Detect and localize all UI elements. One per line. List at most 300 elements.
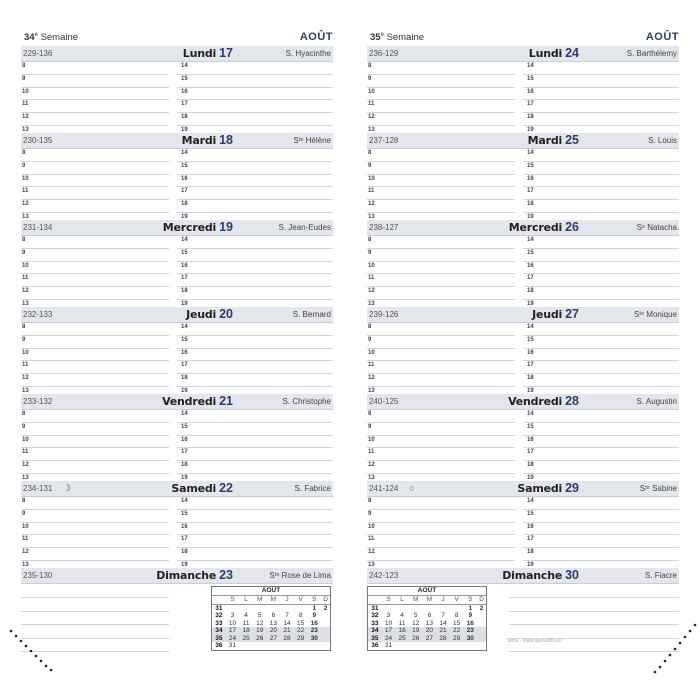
- calendar-date: 14: [439, 619, 447, 627]
- day-header: [367, 220, 679, 236]
- hour-line[interactable]: [21, 410, 169, 423]
- calendar-weekday: S: [382, 596, 396, 604]
- note-line[interactable]: [509, 598, 679, 612]
- hour-line[interactable]: [177, 374, 333, 387]
- hour-line[interactable]: [523, 274, 679, 287]
- day-number: 18: [219, 133, 233, 147]
- day-number: 26: [565, 220, 579, 234]
- hour-line[interactable]: [177, 361, 333, 374]
- calendar-weekday: M: [253, 596, 267, 604]
- hour-line[interactable]: [21, 175, 169, 188]
- hour-line[interactable]: [523, 535, 679, 548]
- hour-line[interactable]: [523, 461, 679, 474]
- calendar-date: 16: [466, 619, 474, 627]
- hour-label: 12: [22, 462, 29, 469]
- calendar-date: 26: [409, 635, 423, 643]
- day-block: [367, 220, 679, 307]
- note-line[interactable]: [509, 584, 679, 598]
- calendar-weekday: S: [463, 596, 477, 604]
- hour-line[interactable]: [367, 175, 515, 188]
- hour-line[interactable]: [21, 75, 169, 88]
- hour-line[interactable]: [177, 349, 333, 362]
- hour-label: 12: [22, 288, 29, 295]
- hour-label: 18: [181, 549, 188, 556]
- hour-line[interactable]: [367, 274, 515, 287]
- hour-line[interactable]: [21, 448, 169, 461]
- saint-name: S. Augustin: [636, 397, 677, 406]
- hour-line[interactable]: [367, 236, 515, 249]
- afternoon-hours: [523, 497, 679, 574]
- hour-label: 14: [527, 411, 534, 417]
- hour-line[interactable]: [21, 149, 169, 162]
- hour-line[interactable]: [523, 149, 679, 162]
- calendar-date: 27: [267, 635, 281, 643]
- hour-line[interactable]: [523, 162, 679, 175]
- calendar-date: 22: [450, 627, 464, 635]
- calendar-date: [321, 642, 330, 650]
- hour-line[interactable]: [523, 262, 679, 275]
- publisher-footer: Sima - www.quovadis.eu: [507, 638, 562, 644]
- hour-label: 14: [527, 150, 534, 156]
- calendar-date: 14: [283, 619, 291, 627]
- day-code: 233-132: [23, 397, 53, 406]
- hour-line[interactable]: [523, 62, 679, 75]
- hour-line[interactable]: [21, 497, 169, 510]
- hour-line[interactable]: [367, 349, 515, 362]
- calendar-date: 30: [307, 635, 321, 643]
- calendar-date: [395, 642, 409, 650]
- calendar-weekday: M: [409, 596, 423, 604]
- hour-label: 12: [368, 549, 375, 556]
- afternoon-hours: [523, 323, 679, 400]
- hour-line[interactable]: [177, 336, 333, 349]
- calendar-weekday: D: [321, 596, 330, 604]
- morning-hours: [367, 149, 515, 226]
- hour-line[interactable]: [367, 461, 515, 474]
- hour-line[interactable]: [367, 287, 515, 300]
- right-page: [367, 30, 679, 670]
- hour-line[interactable]: [523, 374, 679, 387]
- hour-line[interactable]: [21, 374, 169, 387]
- calendar-date: [423, 642, 437, 650]
- calendar-date: [395, 604, 409, 612]
- hour-line[interactable]: [177, 548, 333, 561]
- hour-line[interactable]: [21, 249, 169, 262]
- day-block: [367, 133, 679, 220]
- hour-label: 14: [527, 63, 534, 69]
- hour-line[interactable]: [367, 336, 515, 349]
- day-number: 21: [219, 394, 233, 408]
- hour-label: 13: [22, 561, 29, 568]
- day-header: [367, 394, 679, 410]
- hour-line[interactable]: [177, 249, 333, 262]
- hour-label: 19: [527, 300, 534, 307]
- binding-stitch-left: [8, 628, 58, 672]
- hour-line[interactable]: [177, 100, 333, 113]
- calendar-date: 25: [239, 635, 253, 643]
- hour-line[interactable]: [523, 336, 679, 349]
- day-title: [367, 394, 579, 408]
- calendar-date: [382, 604, 396, 612]
- hour-line[interactable]: [367, 448, 515, 461]
- hour-line[interactable]: [523, 361, 679, 374]
- calendar-weekday: J: [280, 596, 294, 604]
- hour-line[interactable]: [21, 100, 169, 113]
- hour-label: 10: [368, 262, 375, 269]
- hour-line[interactable]: [367, 510, 515, 523]
- calendar-weekday: S: [226, 596, 240, 604]
- hour-line[interactable]: [177, 62, 333, 75]
- hour-line[interactable]: [367, 62, 515, 75]
- hour-line[interactable]: [523, 175, 679, 188]
- calendar-date: 21: [280, 627, 294, 635]
- hour-line[interactable]: [367, 497, 515, 510]
- hour-line[interactable]: [21, 274, 169, 287]
- hour-line[interactable]: [177, 510, 333, 523]
- hour-line[interactable]: [21, 236, 169, 249]
- hour-line[interactable]: [523, 448, 679, 461]
- hour-line[interactable]: [367, 162, 515, 175]
- calendar-date: 8: [454, 612, 459, 619]
- calendar-date: 21: [436, 627, 450, 635]
- day-number: 27: [565, 307, 579, 321]
- day-title: [367, 133, 579, 147]
- calendar-weekday: [368, 596, 382, 604]
- hour-line[interactable]: [523, 236, 679, 249]
- hour-line[interactable]: [21, 200, 169, 213]
- morning-hours: [21, 149, 169, 226]
- hour-label: 11: [22, 536, 29, 543]
- calendar-date: [294, 642, 308, 650]
- hour-line[interactable]: [367, 262, 515, 275]
- hour-line[interactable]: [177, 162, 333, 175]
- day-name: Mercredi: [162, 221, 217, 234]
- calendar-date: [423, 604, 437, 612]
- hour-line[interactable]: [367, 361, 515, 374]
- day-title: [367, 481, 579, 495]
- hour-label: 12: [368, 375, 375, 382]
- day-code: 241-124: [369, 484, 399, 493]
- hour-line[interactable]: [21, 262, 169, 275]
- hour-label: 19: [527, 213, 534, 220]
- hour-label: 14: [181, 498, 188, 504]
- hour-label: 11: [368, 275, 375, 282]
- hour-line[interactable]: [177, 274, 333, 287]
- hour-line[interactable]: [367, 423, 515, 436]
- day-code: 239-126: [369, 310, 399, 319]
- hour-line[interactable]: [367, 436, 515, 449]
- hour-label: 13: [368, 387, 375, 394]
- day-title: [367, 307, 579, 321]
- calendar-date: 24: [382, 635, 396, 643]
- hour-line[interactable]: [177, 423, 333, 436]
- saint-name: Sᵗᵉ Sabine: [639, 484, 677, 493]
- hour-line[interactable]: [367, 323, 515, 336]
- binding-stitch-right: [652, 622, 698, 674]
- calendar-date: 28: [280, 635, 294, 643]
- day-name: Dimanche: [156, 569, 217, 582]
- hour-label: 19: [527, 387, 534, 394]
- hour-line[interactable]: [21, 510, 169, 523]
- hour-line[interactable]: [21, 436, 169, 449]
- calendar-week-number: 35: [212, 635, 226, 643]
- calendar-date: 6: [271, 612, 276, 619]
- calendar-date: 18: [395, 627, 409, 635]
- day-number: 30: [565, 568, 579, 582]
- hour-label: 19: [181, 213, 188, 220]
- afternoon-hours: [177, 323, 333, 400]
- hour-line[interactable]: [21, 523, 169, 536]
- calendar-date: 30: [463, 635, 477, 643]
- day-title: [21, 568, 233, 582]
- week-label: [24, 32, 78, 43]
- saint-name: S. Jean-Eudes: [278, 223, 331, 232]
- hour-line[interactable]: [523, 323, 679, 336]
- hour-line[interactable]: [21, 113, 169, 126]
- hour-line[interactable]: [367, 113, 515, 126]
- hour-line[interactable]: [367, 249, 515, 262]
- day-number: 25: [565, 133, 579, 147]
- saint-name: Sᵉ Natacha: [636, 223, 677, 232]
- hour-label: 19: [527, 561, 534, 568]
- hour-line[interactable]: [523, 423, 679, 436]
- calendar-weekday: V: [294, 596, 308, 604]
- hour-label: 12: [22, 201, 29, 208]
- morning-hours: [367, 497, 515, 574]
- hour-line[interactable]: [21, 88, 169, 101]
- hour-line[interactable]: [367, 523, 515, 536]
- day-number: 20: [219, 307, 233, 321]
- hour-line[interactable]: [21, 323, 169, 336]
- hour-label: 16: [527, 175, 534, 182]
- hour-label: 12: [368, 201, 375, 208]
- hour-line[interactable]: [177, 200, 333, 213]
- hour-label: 11: [368, 449, 375, 456]
- week-suffix: e: [34, 32, 38, 38]
- day-code: 236-129: [369, 49, 399, 58]
- note-line[interactable]: [21, 584, 169, 598]
- day-code: 237-128: [369, 136, 399, 145]
- hour-label: 10: [368, 523, 375, 530]
- hour-label: 10: [22, 262, 29, 269]
- hour-line[interactable]: [21, 535, 169, 548]
- hour-line[interactable]: [523, 249, 679, 262]
- hour-label: 14: [527, 324, 534, 330]
- hour-line[interactable]: [21, 461, 169, 474]
- hour-label: 10: [22, 523, 29, 530]
- week-label: [370, 32, 424, 43]
- hour-line[interactable]: [177, 88, 333, 101]
- hour-line[interactable]: [177, 175, 333, 188]
- calendar-date: 29: [450, 635, 464, 643]
- hour-line[interactable]: [177, 461, 333, 474]
- hour-label: 13: [368, 126, 375, 133]
- hour-label: 12: [22, 114, 29, 121]
- hour-line[interactable]: [21, 361, 169, 374]
- calendar-date: 7: [285, 612, 289, 619]
- hour-line[interactable]: [523, 75, 679, 88]
- hour-line[interactable]: [21, 187, 169, 200]
- day-block: [21, 307, 333, 394]
- hour-line[interactable]: [523, 436, 679, 449]
- week-number: 34: [24, 32, 35, 44]
- afternoon-hours: [177, 149, 333, 226]
- hour-label: 13: [368, 474, 375, 481]
- hour-line[interactable]: [177, 523, 333, 536]
- hour-label: 19: [181, 126, 188, 133]
- hour-line[interactable]: [367, 100, 515, 113]
- day-name: Vendredi: [162, 395, 217, 408]
- hour-line[interactable]: [177, 262, 333, 275]
- hour-label: 9: [22, 249, 26, 256]
- hour-label: 16: [527, 349, 534, 356]
- hour-label: 17: [181, 536, 188, 543]
- hour-line[interactable]: [177, 236, 333, 249]
- hour-line[interactable]: [523, 548, 679, 561]
- hour-line[interactable]: [367, 75, 515, 88]
- hour-label: 15: [527, 75, 534, 82]
- hour-label: 17: [527, 101, 534, 108]
- hour-line[interactable]: [177, 410, 333, 423]
- hour-label: 19: [181, 561, 188, 568]
- hour-line[interactable]: [177, 75, 333, 88]
- afternoon-hours: [523, 62, 679, 139]
- hour-line[interactable]: [367, 374, 515, 387]
- hour-line[interactable]: [21, 62, 169, 75]
- day-title: [367, 46, 579, 60]
- hour-line[interactable]: [177, 287, 333, 300]
- hour-line[interactable]: [523, 200, 679, 213]
- hour-line[interactable]: [523, 287, 679, 300]
- calendar-weekday: M: [423, 596, 437, 604]
- note-line[interactable]: [21, 598, 169, 612]
- calendar-date: [294, 604, 308, 612]
- calendar-date: 22: [294, 627, 308, 635]
- week-number: 35: [370, 32, 381, 44]
- day-name: Samedi: [517, 482, 563, 495]
- calendar-date: 3: [230, 612, 235, 619]
- hour-line[interactable]: [177, 323, 333, 336]
- hour-label: 16: [181, 436, 188, 443]
- calendar-date: [477, 627, 486, 635]
- hour-label: 13: [22, 387, 29, 394]
- hour-label: 15: [527, 162, 534, 169]
- afternoon-hours: [177, 236, 333, 313]
- calendar-date: 15: [297, 619, 305, 627]
- week-suffix: e: [380, 32, 384, 38]
- mini-calendar: [211, 586, 331, 651]
- day-title: [367, 568, 579, 582]
- hour-line[interactable]: [21, 336, 169, 349]
- hour-line[interactable]: [367, 535, 515, 548]
- hour-label: 18: [527, 462, 534, 469]
- hour-line[interactable]: [21, 548, 169, 561]
- calendar-date: 20: [267, 627, 281, 635]
- day-header: [21, 133, 333, 149]
- hour-label: 15: [181, 336, 188, 343]
- hour-line[interactable]: [367, 548, 515, 561]
- hour-line[interactable]: [21, 287, 169, 300]
- calendar-date: [321, 627, 330, 635]
- day-header: [21, 394, 333, 410]
- hour-line[interactable]: [367, 88, 515, 101]
- day-title: [367, 220, 579, 234]
- hour-label: 17: [181, 449, 188, 456]
- hour-line[interactable]: [177, 113, 333, 126]
- morning-hours: [367, 62, 515, 139]
- afternoon-hours: [177, 62, 333, 139]
- hour-label: 8: [22, 411, 26, 417]
- calendar-date: 17: [382, 627, 396, 635]
- calendar-date: [321, 612, 330, 620]
- week-word: Semaine: [40, 32, 79, 44]
- day-name: Samedi: [171, 482, 217, 495]
- hour-line[interactable]: [523, 497, 679, 510]
- hour-line[interactable]: [523, 100, 679, 113]
- calendar-week-number: 36: [215, 642, 223, 649]
- hour-line[interactable]: [177, 436, 333, 449]
- hour-label: 13: [22, 213, 29, 220]
- hour-line[interactable]: [523, 113, 679, 126]
- hour-line[interactable]: [177, 497, 333, 510]
- hour-label: 17: [527, 362, 534, 369]
- hour-line[interactable]: [523, 523, 679, 536]
- calendar-title: AOÛT: [212, 587, 330, 596]
- hour-line[interactable]: [21, 423, 169, 436]
- hour-line[interactable]: [177, 187, 333, 200]
- hour-line[interactable]: [523, 88, 679, 101]
- hour-line[interactable]: [367, 200, 515, 213]
- mini-calendar: [367, 586, 487, 651]
- day-header: [367, 568, 679, 584]
- saint-name: S. Bernard: [292, 310, 331, 319]
- hour-line[interactable]: [21, 162, 169, 175]
- hour-line[interactable]: [523, 410, 679, 423]
- hour-line[interactable]: [523, 187, 679, 200]
- hour-line[interactable]: [21, 349, 169, 362]
- hour-label: 12: [22, 375, 29, 382]
- hour-line[interactable]: [177, 535, 333, 548]
- hour-label: 9: [22, 423, 26, 430]
- hour-line[interactable]: [523, 510, 679, 523]
- calendar-date: [307, 642, 321, 650]
- hour-line[interactable]: [177, 149, 333, 162]
- hour-label: 18: [527, 114, 534, 121]
- calendar-date: [477, 635, 486, 643]
- hour-label: 11: [368, 188, 375, 195]
- hour-line[interactable]: [177, 448, 333, 461]
- calendar-date: 4: [400, 612, 404, 619]
- hour-line[interactable]: [367, 187, 515, 200]
- day-block: [21, 481, 333, 568]
- note-line[interactable]: [21, 611, 169, 625]
- hour-line[interactable]: [523, 349, 679, 362]
- hour-label: 16: [527, 436, 534, 443]
- hour-label: 10: [368, 349, 375, 356]
- hour-label: 17: [181, 188, 188, 195]
- hour-label: 18: [181, 288, 188, 295]
- hour-label: 17: [527, 449, 534, 456]
- hour-label: 14: [181, 411, 188, 417]
- hour-line[interactable]: [367, 410, 515, 423]
- hour-label: 19: [181, 300, 188, 307]
- calendar-title: AOÛT: [368, 587, 486, 596]
- hour-label: 15: [181, 162, 188, 169]
- hour-line[interactable]: [367, 149, 515, 162]
- calendar-date: 31: [384, 642, 393, 649]
- hour-label: 12: [368, 462, 375, 469]
- hour-label: 18: [181, 375, 188, 382]
